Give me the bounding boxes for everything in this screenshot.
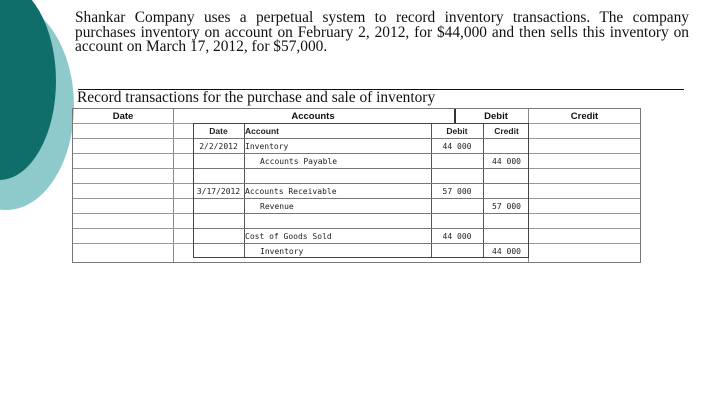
entry-date bbox=[194, 169, 243, 184]
entry-account: Accounts Receivable bbox=[245, 187, 337, 196]
entry-date bbox=[194, 214, 243, 229]
entry-debit bbox=[432, 244, 482, 259]
entry-debit bbox=[432, 169, 482, 184]
outer-header-date: Date bbox=[112, 111, 134, 122]
journal-row bbox=[194, 199, 528, 214]
journal-header-date: Date bbox=[209, 126, 228, 136]
outer-header-credit: Credit bbox=[570, 111, 599, 122]
journal-row bbox=[194, 139, 528, 154]
grid-divider bbox=[454, 109, 456, 123]
entry-account: Inventory bbox=[260, 247, 304, 256]
entry-account: Revenue bbox=[260, 202, 294, 211]
entry-debit: 44 000 bbox=[442, 232, 472, 241]
entry-account bbox=[245, 169, 430, 184]
entry-account: Cost of Goods Sold bbox=[245, 232, 332, 241]
journal-header-account: Account bbox=[245, 126, 279, 136]
entry-credit: 57 000 bbox=[492, 202, 521, 211]
entry-credit bbox=[484, 229, 529, 244]
journal-entries-overlay bbox=[193, 123, 529, 258]
entry-credit bbox=[484, 214, 529, 229]
problem-statement: Shankar Company uses a perpetual system to record inventory transactions. The company purchases inventory on account on February 2, 2012, for $44,000 and then sells this inventory on account on March 17, 2012, for $57,000. bbox=[75, 9, 689, 56]
journal-header-debit: Debit bbox=[446, 126, 468, 136]
journal-row bbox=[194, 184, 528, 199]
entry-debit: 44 000 bbox=[442, 142, 472, 151]
slide-decoration bbox=[0, 0, 80, 260]
entry-date bbox=[194, 229, 243, 244]
journal-row bbox=[194, 154, 528, 169]
entry-credit bbox=[484, 184, 529, 199]
entry-credit bbox=[484, 169, 529, 184]
outer-header-accounts: Accounts bbox=[291, 111, 335, 122]
entry-credit: 44 000 bbox=[492, 247, 521, 256]
entry-credit bbox=[484, 139, 529, 154]
section-heading: Record transactions for the purchase and sale of inventory bbox=[77, 89, 436, 106]
entry-date bbox=[194, 199, 243, 214]
journal-row bbox=[194, 229, 528, 244]
journal-header-credit: Credit bbox=[494, 126, 519, 136]
outer-header-debit: Debit bbox=[484, 111, 508, 122]
journal-row bbox=[194, 244, 528, 259]
entry-date bbox=[194, 244, 243, 259]
grid-divider bbox=[173, 109, 174, 262]
journal-row bbox=[194, 214, 528, 229]
entry-debit bbox=[432, 154, 482, 169]
entry-credit: 44 000 bbox=[492, 157, 521, 166]
entry-debit: 57 000 bbox=[442, 187, 472, 196]
journal-row bbox=[194, 169, 528, 184]
journal-header-row bbox=[194, 124, 528, 139]
entry-debit bbox=[432, 214, 482, 229]
entry-date: 3/17/2012 bbox=[196, 187, 241, 196]
entry-account: Accounts Payable bbox=[260, 157, 338, 166]
entry-account: Inventory bbox=[245, 142, 289, 151]
entry-date bbox=[194, 154, 243, 169]
entry-account bbox=[245, 214, 430, 229]
entry-debit bbox=[432, 199, 482, 214]
entry-date: 2/2/2012 bbox=[199, 142, 238, 151]
